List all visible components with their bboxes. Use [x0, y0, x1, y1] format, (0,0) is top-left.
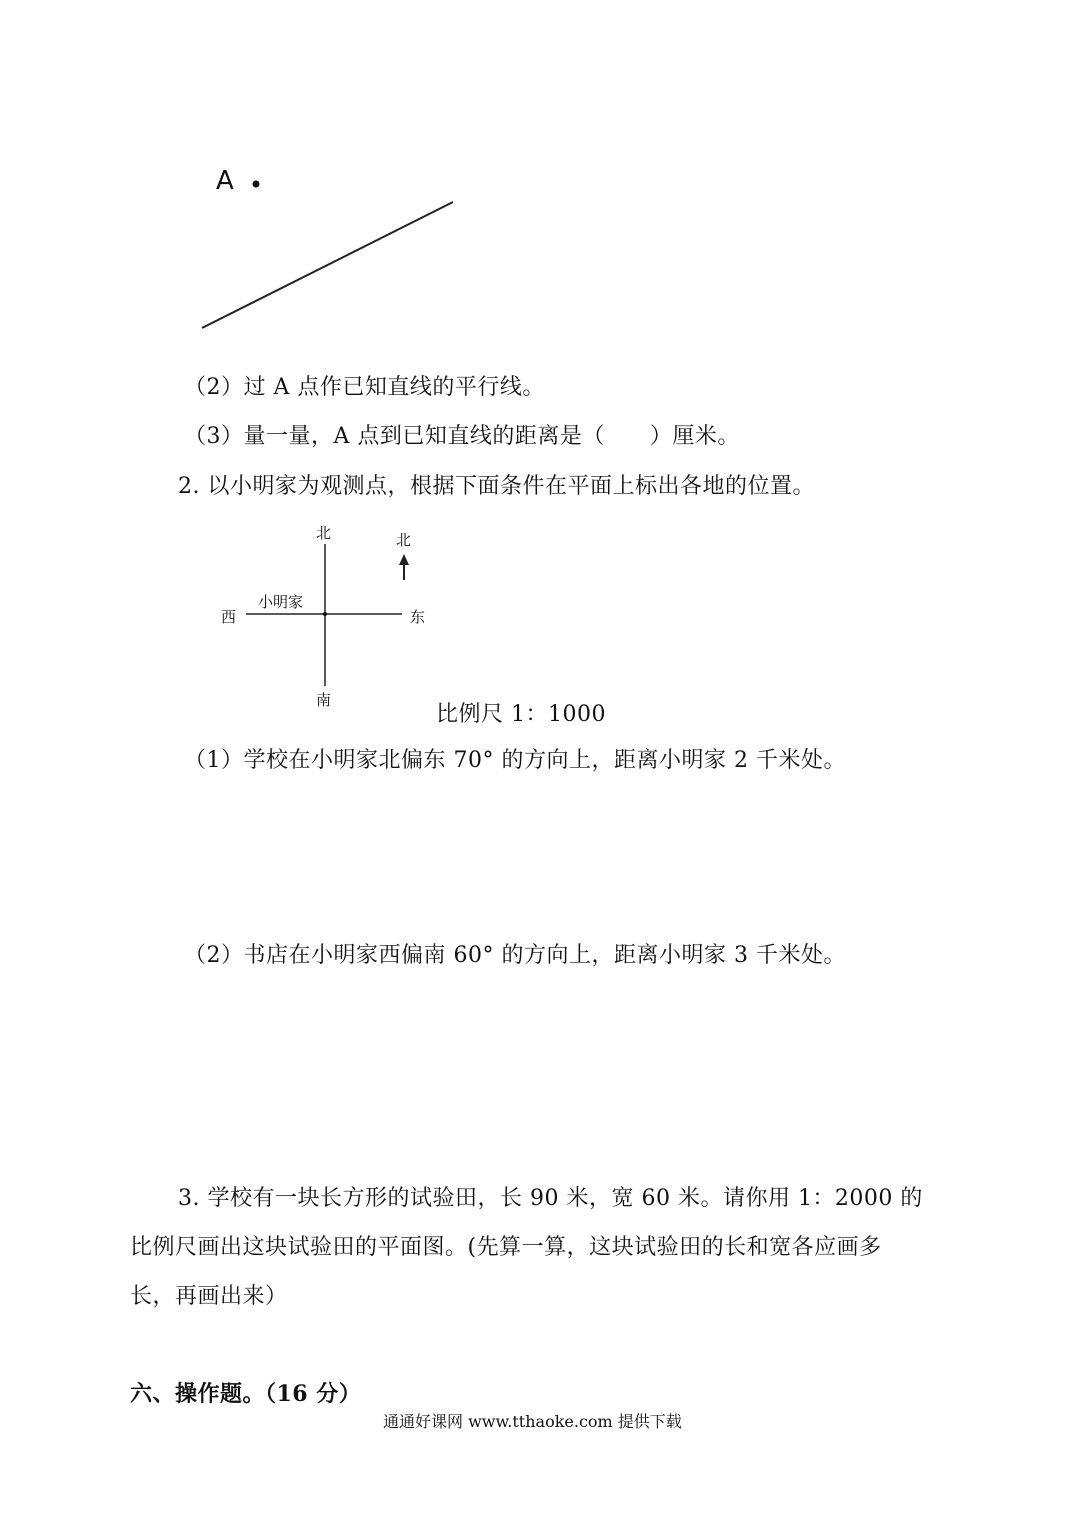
north-arrow-icon — [399, 554, 409, 565]
north-arrow-label: 北 — [396, 531, 412, 549]
q2-title: 2. 以小明家为观测点，根据下面条件在平面上标出各地的位置。 — [178, 474, 815, 499]
compass-south-label: 南 — [316, 691, 332, 709]
section-6-heading: 六、操作题。（16 分） — [130, 1381, 362, 1407]
q1-part3: （3）量一量，A 点到已知直线的距离是（ ）厘米。 — [184, 424, 740, 449]
compass-center-label: 小明家 — [258, 593, 304, 611]
observation-point-dot — [323, 612, 327, 616]
point-a-dot — [253, 181, 260, 188]
point-a-label: A — [216, 166, 234, 196]
footer-text: 通通好课网 www.tthaoke.com 提供下载 — [383, 1412, 682, 1431]
compass-west-label: 西 — [221, 608, 237, 626]
q1-part2: （2）过 A 点作已知直线的平行线。 — [184, 375, 545, 400]
q3-line2: 比例尺画出这块试验田的平面图。(先算一算，这块试验田的长和宽各应画多 — [130, 1235, 882, 1260]
compass-east-label: 东 — [410, 608, 426, 626]
q3-line3: 长，再画出来） — [130, 1284, 288, 1309]
scale-label: 比例尺 1：1000 — [436, 702, 606, 727]
compass-north-label: 北 — [316, 524, 332, 542]
q3-line1: 3. 学校有一块长方形的试验田，长 90 米，宽 60 米。请你用 1：2000 的 — [178, 1186, 923, 1211]
q2-part1: （1）学校在小明家北偏东 70° 的方向上，距离小明家 2 千米处。 — [184, 748, 846, 773]
given-line — [202, 202, 453, 328]
q2-part2: （2）书店在小明家西偏南 60° 的方向上，距离小明家 3 千米处。 — [184, 943, 846, 968]
